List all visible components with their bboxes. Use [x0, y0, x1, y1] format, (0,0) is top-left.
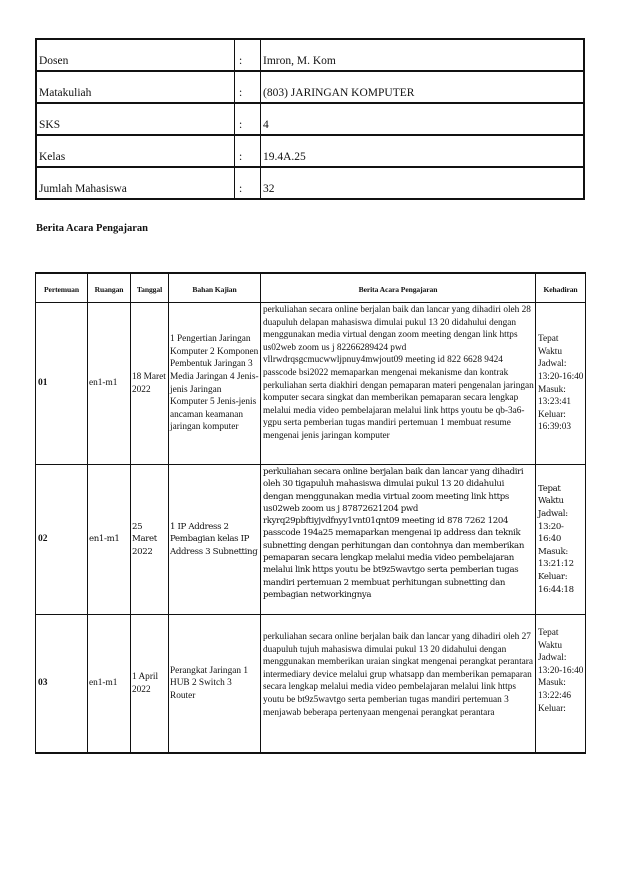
info-separator: :: [235, 103, 261, 135]
cell-bahan-kajian: 1 IP Address 2 Pembagian kelas IP Address 3 Subnetting: [169, 465, 261, 615]
cell-berita-acara: perkuliahan secara online berjalan baik dan lancar yang dihadiri oleh 28 duapuluh delapan mahasiswa dimulai pukul 13 20 didahului dengan menggunakan media virtual dengan zoom meeting dengan link https us02web zoom us j 82266289424 pwd vllrwdrqsgcmucwwljpnuy4mwjout09 meeting id 822 6628 9424 passcode bsi2022 memaparkan mengenai mekanisme dan kontrak perkuliahan serta diakhiri dengan pemaparan materi pengenalan jaringan komputer secara singkat dan memberikan pemaparan secara lengkap melalui media video pembelajaran melalui link https youtu be qb-3a6-ygpu serta pemberian tugas mandiri pertemuan 1 membuat resume mengenai jenis jaringan komputer: [261, 303, 536, 465]
cell-tanggal: 1 April 2022: [131, 615, 169, 754]
info-separator: :: [235, 39, 261, 71]
table-row: [36, 465, 586, 615]
info-row-kelas: [36, 135, 584, 167]
header-pertemuan: Pertemuan: [36, 273, 88, 303]
cell-ruangan: en1-m1: [88, 465, 131, 615]
header-kehadiran: Kehadiran: [536, 273, 586, 303]
info-label: Matakuliah: [36, 71, 235, 103]
info-value: Imron, M. Kom: [261, 39, 585, 71]
info-value: 4: [261, 103, 585, 135]
info-value: 19.4A.25: [261, 135, 585, 167]
course-info-table: [35, 38, 585, 200]
info-label: SKS: [36, 103, 235, 135]
info-row-jumlah-mahasiswa: [36, 167, 584, 199]
cell-berita-acara: perkuliahan secara online berjalan baik dan lancar yang dihadiri oleh 30 tigapuluh mahasiswa dimulai pukul 13 20 didahului dengan menggunakan media virtual zoom meeting link https us02web zoom us j 87872621204 pwd rkyrq29pbftiyjvdfnyy1vnt01qnt09 meeting id 878 7262 1204 passcode 194a25 memaparkan mengenai ip address dan teknik subnetting dengan perhitungan dan contohnya dan memberikan pemaparan secara lengkap melalui media video pembelajaran melalui link https youtu be bt9z5wavtgo serta pemberian tugas mandiri pertemuan 2 membuat perhitungan subnetting dan pembagian networkingnya: [261, 465, 536, 615]
header-berita-acara: Berita Acara Pengajaran: [261, 273, 536, 303]
cell-ruangan: en1-m1: [88, 303, 131, 465]
info-value: 32: [261, 167, 585, 199]
info-value: (803) JARINGAN KOMPUTER: [261, 71, 585, 103]
header-bahan-kajian: Bahan Kajian: [169, 273, 261, 303]
cell-tanggal: 25 Maret 2022: [131, 465, 169, 615]
section-title: Berita Acara Pengajaran: [36, 223, 148, 234]
table-row: [36, 303, 586, 465]
cell-kehadiran: Tepat Waktu Jadwal: 13:20-16:40 Masuk: 13:23:41 Keluar: 16:39:03: [536, 303, 586, 465]
info-row-sks: [36, 103, 584, 135]
table-row: [36, 615, 586, 754]
cell-pertemuan: 01: [36, 303, 88, 465]
header-tanggal: Tanggal: [131, 273, 169, 303]
cell-tanggal: 18 Maret 2022: [131, 303, 169, 465]
info-separator: :: [235, 167, 261, 199]
cell-bahan-kajian: Perangkat Jaringan 1 HUB 2 Switch 3 Router: [169, 615, 261, 754]
cell-ruangan: en1-m1: [88, 615, 131, 754]
info-label: Jumlah Mahasiswa: [36, 167, 235, 199]
table-header-row: [36, 273, 586, 303]
cell-bahan-kajian: 1 Pengertian Jaringan Komputer 2 Komponen Pembentuk Jaringan 3 Media Jaringan 4 Jenis-jenis Jaringan Komputer 5 Jenis-jenis ancaman keamanan jaringan komputer: [169, 303, 261, 465]
cell-pertemuan: 02: [36, 465, 88, 615]
info-separator: :: [235, 71, 261, 103]
info-row-dosen: [36, 39, 584, 71]
info-label: Dosen: [36, 39, 235, 71]
cell-kehadiran: Tepat Waktu Jadwal: 13:20-16:40 Masuk: 13:22:46 Keluar:: [536, 615, 586, 754]
info-label: Kelas: [36, 135, 235, 167]
cell-berita-acara: perkuliahan secara online berjalan baik dan lancar yang dihadiri oleh 27 duapuluh tujuh mahasiswa dimulai pukul 13 20 didahului dengan menggunakan memberikan uraian singkat mengenai perangkat perantara intermediary device melalui grup whatsapp dan memberikan pemaparan secara lengkap melalui media video pembelajaran melalui link https youtu be bt9z5wavtgo serta pemberian tugas mandiri pertemuan 3 menjawab beberapa pertenyaan mengenai perangkat perantara: [261, 615, 536, 754]
header-ruangan: Ruangan: [88, 273, 131, 303]
cell-pertemuan: 03: [36, 615, 88, 754]
teaching-log-table: [35, 272, 586, 754]
info-separator: :: [235, 135, 261, 167]
cell-kehadiran: Tepat Waktu Jadwal: 13:20-16:40 Masuk: 13:21:12 Keluar: 16:44:18: [536, 465, 586, 615]
info-row-matakuliah: [36, 71, 584, 103]
